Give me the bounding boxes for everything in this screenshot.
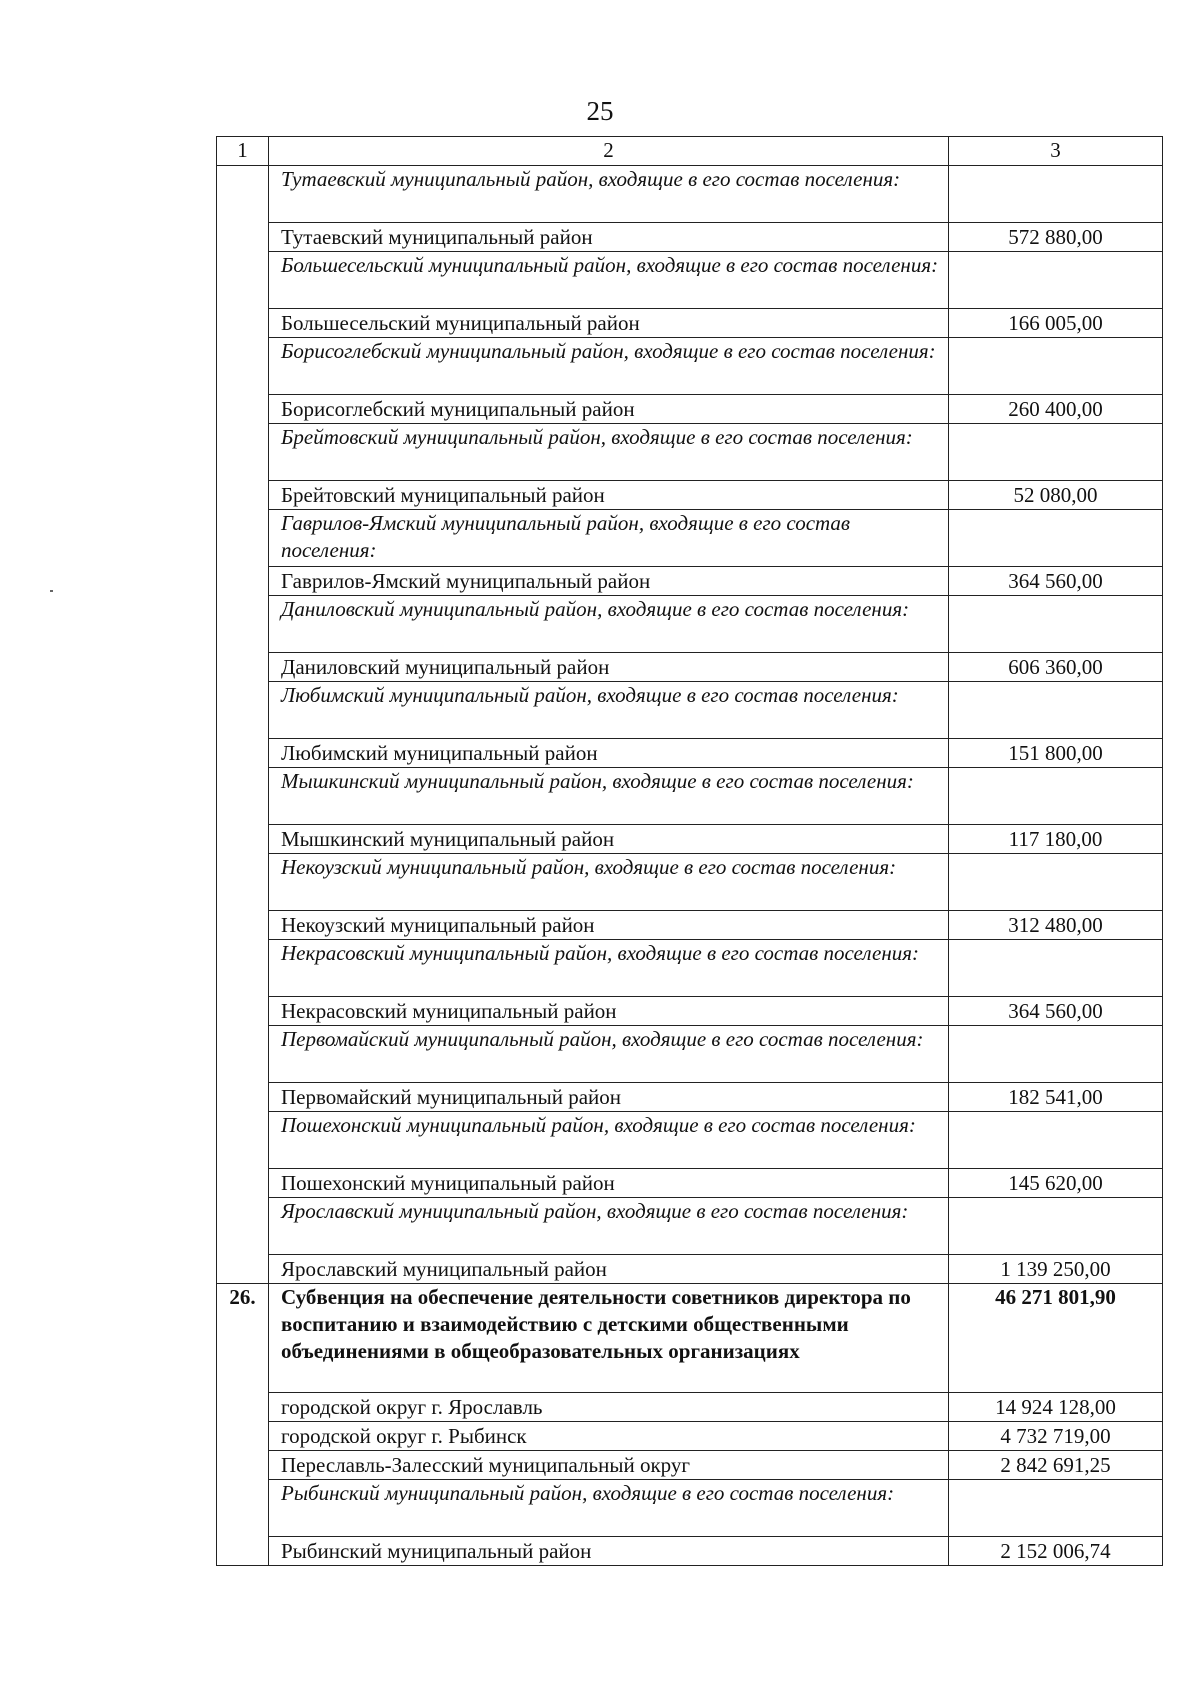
row-number-cell xyxy=(217,1480,269,1537)
amount-cell: 364 560,00 xyxy=(949,997,1163,1026)
table-row xyxy=(217,596,1163,653)
row-number-cell xyxy=(217,338,269,395)
amount-cell: 364 560,00 xyxy=(949,567,1163,596)
amount-cell xyxy=(949,424,1163,481)
table-row xyxy=(217,481,1163,510)
table-row xyxy=(217,1198,1163,1255)
row-number-cell xyxy=(217,768,269,825)
table-row xyxy=(217,1255,1163,1284)
row-number-cell xyxy=(217,1083,269,1112)
table-row xyxy=(217,1393,1163,1422)
amount-cell: 2 152 006,74 xyxy=(949,1537,1163,1566)
amount-cell: 1 139 250,00 xyxy=(949,1255,1163,1284)
district-group-heading: Мышкинский муниципальный район, входящие в его состав поселения: xyxy=(269,768,949,825)
row-number-cell xyxy=(217,1255,269,1284)
row-number-cell xyxy=(217,1422,269,1451)
district-name-cell: Борисоглебский муниципальный район xyxy=(269,395,949,424)
district-name-cell: городской округ г. Рыбинск xyxy=(269,1422,949,1451)
amount-cell xyxy=(949,1198,1163,1255)
district-group-heading: Тутаевский муниципальный район, входящие в его состав поселения: xyxy=(269,166,949,223)
page-number: 25 xyxy=(586,96,614,126)
amount-cell xyxy=(949,1480,1163,1537)
table-row xyxy=(217,395,1163,424)
table-row xyxy=(217,1026,1163,1083)
table-row xyxy=(217,854,1163,911)
row-number-cell xyxy=(217,1112,269,1169)
amount-cell: 52 080,00 xyxy=(949,481,1163,510)
amount-cell: 260 400,00 xyxy=(949,395,1163,424)
table-row xyxy=(217,338,1163,395)
amount-cell xyxy=(949,682,1163,739)
district-group-heading: Рыбинский муниципальный район, входящие в его состав поселения: xyxy=(269,1480,949,1537)
row-number-cell xyxy=(217,911,269,940)
column-header-2: 2 xyxy=(269,137,949,166)
amount-cell xyxy=(949,1026,1163,1083)
amount-cell: 572 880,00 xyxy=(949,223,1163,252)
district-name-cell: Первомайский муниципальный район xyxy=(269,1083,949,1112)
amount-cell xyxy=(949,510,1163,567)
table-row xyxy=(217,1083,1163,1112)
row-number-cell xyxy=(217,395,269,424)
table-row xyxy=(217,1284,1163,1393)
district-group-heading: Некоузский муниципальный район, входящие в его состав поселения: xyxy=(269,854,949,911)
table-row xyxy=(217,768,1163,825)
row-number-cell xyxy=(217,1026,269,1083)
table-row xyxy=(217,940,1163,997)
table-row xyxy=(217,309,1163,338)
amount-cell xyxy=(949,166,1163,223)
budget-table xyxy=(216,136,1163,1566)
row-number-cell xyxy=(217,252,269,309)
table-row xyxy=(217,825,1163,854)
amount-cell: 151 800,00 xyxy=(949,739,1163,768)
row-number-cell xyxy=(217,1198,269,1255)
margin-mark xyxy=(50,590,53,592)
district-name-cell: Любимский муниципальный район xyxy=(269,739,949,768)
amount-cell: 312 480,00 xyxy=(949,911,1163,940)
row-number-cell xyxy=(217,309,269,338)
table-row xyxy=(217,1112,1163,1169)
subvention-title: Субвенция на обеспечение деятельности советников директора по воспитанию и взаимодействию с детскими общественными объединениями в общеобразовательных организациях xyxy=(269,1284,949,1393)
district-group-heading: Любимский муниципальный район, входящие в его состав поселения: xyxy=(269,682,949,739)
row-number-cell xyxy=(217,166,269,223)
district-name-cell: городской округ г. Ярославль xyxy=(269,1393,949,1422)
table-row xyxy=(217,424,1163,481)
row-number-cell xyxy=(217,653,269,682)
row-number-cell xyxy=(217,510,269,567)
row-number-cell xyxy=(217,481,269,510)
amount-cell xyxy=(949,338,1163,395)
amount-cell: 46 271 801,90 xyxy=(949,1284,1163,1393)
row-number-cell xyxy=(217,223,269,252)
amount-cell: 145 620,00 xyxy=(949,1169,1163,1198)
district-name-cell: Гаврилов-Ямский муниципальный район xyxy=(269,567,949,596)
district-name-cell: Некрасовский муниципальный район xyxy=(269,997,949,1026)
row-number-cell xyxy=(217,567,269,596)
row-number-cell xyxy=(217,1537,269,1566)
table-row xyxy=(217,1422,1163,1451)
row-number-cell xyxy=(217,682,269,739)
row-number-cell xyxy=(217,1451,269,1480)
amount-cell: 4 732 719,00 xyxy=(949,1422,1163,1451)
amount-cell xyxy=(949,596,1163,653)
table-row xyxy=(217,223,1163,252)
district-name-cell: Пошехонский муниципальный район xyxy=(269,1169,949,1198)
table-row xyxy=(217,739,1163,768)
table-row xyxy=(217,1169,1163,1198)
district-name-cell: Даниловский муниципальный район xyxy=(269,653,949,682)
row-number-cell xyxy=(217,1169,269,1198)
table-row xyxy=(217,1537,1163,1566)
table-row xyxy=(217,997,1163,1026)
row-number-cell: 26. xyxy=(217,1284,269,1393)
amount-cell: 182 541,00 xyxy=(949,1083,1163,1112)
row-number-cell xyxy=(217,854,269,911)
district-name-cell: Ярославский муниципальный район xyxy=(269,1255,949,1284)
district-group-heading: Некрасовский муниципальный район, входящие в его состав поселения: xyxy=(269,940,949,997)
row-number-cell xyxy=(217,424,269,481)
row-number-cell xyxy=(217,739,269,768)
table-row xyxy=(217,252,1163,309)
column-header-1: 1 xyxy=(217,137,269,166)
table-row xyxy=(217,510,1163,567)
district-group-heading: Борисоглебский муниципальный район, входящие в его состав поселения: xyxy=(269,338,949,395)
table-row xyxy=(217,166,1163,223)
district-group-heading: Даниловский муниципальный район, входящие в его состав поселения: xyxy=(269,596,949,653)
amount-cell xyxy=(949,940,1163,997)
district-group-heading: Гаврилов-Ямский муниципальный район, входящие в его состав поселения: xyxy=(269,510,949,567)
table-row xyxy=(217,682,1163,739)
district-group-heading: Брейтовский муниципальный район, входящие в его состав поселения: xyxy=(269,424,949,481)
district-name-cell: Большесельский муниципальный район xyxy=(269,309,949,338)
table-row xyxy=(217,1451,1163,1480)
row-number-cell xyxy=(217,997,269,1026)
amount-cell xyxy=(949,768,1163,825)
amount-cell: 606 360,00 xyxy=(949,653,1163,682)
table-row xyxy=(217,911,1163,940)
table-row xyxy=(217,567,1163,596)
amount-cell: 14 924 128,00 xyxy=(949,1393,1163,1422)
amount-cell: 117 180,00 xyxy=(949,825,1163,854)
row-number-cell xyxy=(217,940,269,997)
district-name-cell: Мышкинский муниципальный район xyxy=(269,825,949,854)
amount-cell: 2 842 691,25 xyxy=(949,1451,1163,1480)
table-row xyxy=(217,653,1163,682)
district-name-cell: Переславль-Залесский муниципальный округ xyxy=(269,1451,949,1480)
district-name-cell: Некоузский муниципальный район xyxy=(269,911,949,940)
amount-cell: 166 005,00 xyxy=(949,309,1163,338)
table-row xyxy=(217,1480,1163,1537)
district-group-heading: Ярославский муниципальный район, входящие в его состав поселения: xyxy=(269,1198,949,1255)
district-group-heading: Большесельский муниципальный район, входящие в его состав поселения: xyxy=(269,252,949,309)
column-header-3: 3 xyxy=(949,137,1163,166)
row-number-cell xyxy=(217,1393,269,1422)
district-group-heading: Пошехонский муниципальный район, входящие в его состав поселения: xyxy=(269,1112,949,1169)
district-group-heading: Первомайский муниципальный район, входящие в его состав поселения: xyxy=(269,1026,949,1083)
amount-cell xyxy=(949,854,1163,911)
amount-cell xyxy=(949,1112,1163,1169)
row-number-cell xyxy=(217,825,269,854)
district-name-cell: Тутаевский муниципальный район xyxy=(269,223,949,252)
table-header-row xyxy=(217,137,1163,166)
district-name-cell: Брейтовский муниципальный район xyxy=(269,481,949,510)
row-number-cell xyxy=(217,596,269,653)
district-name-cell: Рыбинский муниципальный район xyxy=(269,1537,949,1566)
amount-cell xyxy=(949,252,1163,309)
